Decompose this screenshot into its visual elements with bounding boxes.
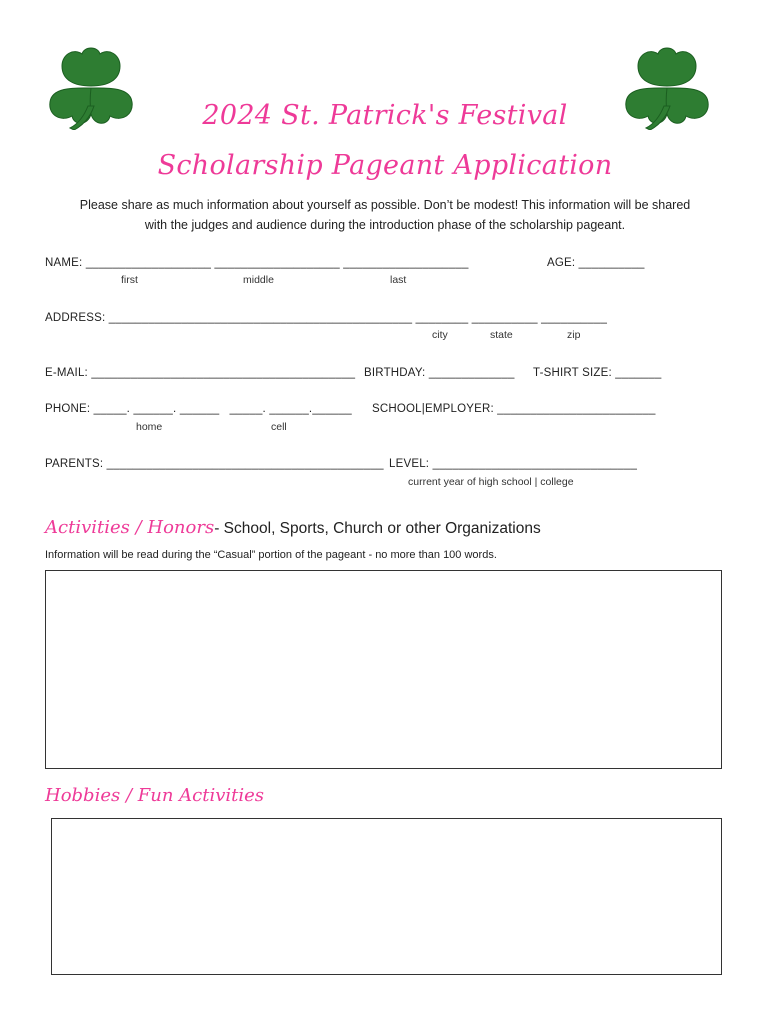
name-field[interactable]: NAME: ___________________ ___________________ ___________________	[45, 257, 469, 269]
activities-description: - School, Sports, Church or other Organizations	[214, 520, 541, 537]
activities-textarea[interactable]	[45, 570, 722, 769]
parents-field[interactable]: PARENTS: __________________________________________	[45, 458, 384, 470]
activities-note: Information will be read during the “Casual” portion of the pageant - no more than 100 words.	[45, 549, 497, 561]
birthday-field[interactable]: BIRTHDAY: _____________	[364, 367, 515, 379]
age-field[interactable]: AGE: __________	[547, 257, 645, 269]
intro-text	[30, 195, 740, 235]
activities-heading	[45, 517, 541, 538]
intro-line-1: Please share as much information about yourself as possible. Don’t be modest! This information will be shared	[79, 198, 691, 212]
tshirt-size-field[interactable]: T-SHIRT SIZE: _______	[533, 367, 662, 379]
hobbies-title: Hobbies / Fun Activities	[45, 785, 265, 806]
phone-cell-caption: cell	[271, 421, 287, 433]
level-field[interactable]: LEVEL: _______________________________	[389, 458, 638, 470]
title-line-2: Scholarship Pageant Application	[157, 150, 613, 181]
name-last-caption: last	[390, 274, 407, 286]
hobbies-textarea[interactable]	[51, 818, 722, 975]
activities-title: Activities / Honors	[45, 517, 215, 538]
intro-line-2: with the judges and audience during the introduction phase of the scholarship pageant.	[144, 218, 626, 232]
email-field[interactable]: E-MAIL: ________________________________________	[45, 367, 356, 379]
address-field[interactable]: ADDRESS: ______________________________________________ ________ __________ __________	[45, 312, 608, 324]
name-first-caption: first	[121, 274, 138, 286]
school-employer-field[interactable]: SCHOOL|EMPLOYER: ________________________	[372, 403, 656, 415]
title-line-1: 2024 St. Patrick's Festival	[202, 100, 568, 131]
address-state-caption: state	[490, 329, 513, 341]
address-zip-caption: zip	[567, 329, 581, 341]
address-city-caption: city	[432, 329, 448, 341]
phone-field[interactable]: PHONE: _____. ______. ______ _____. ______.______	[45, 403, 352, 415]
phone-home-caption: home	[136, 421, 163, 433]
level-caption: current year of high school | college	[408, 476, 574, 488]
name-middle-caption: middle	[243, 274, 274, 286]
